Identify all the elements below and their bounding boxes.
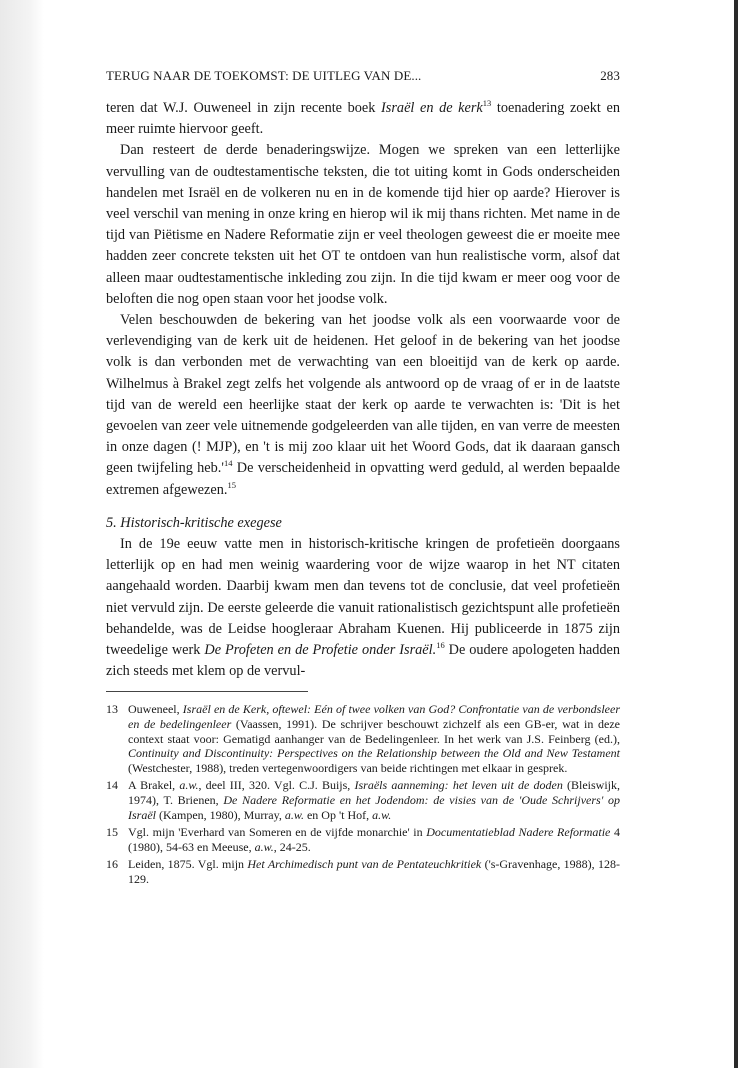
footnote-text: Vgl. mijn 'Everhard van Someren en de vijfde monarchie' in Documentatieblad Nadere Reformatie 4 (1980), 54-63 en Meeuse, a.w., 24-25. <box>128 825 621 854</box>
page-number: 283 <box>600 68 620 83</box>
footnotes <box>106 702 620 886</box>
section-heading: 5. Historisch-kritische exegese <box>106 514 282 531</box>
paragraph-1: teren dat W.J. Ouweneel in zijn recente boek Israël en de kerk$^{13}$ toenadering zoekt en meer ruimte hiervoor geeft. <box>106 98 620 138</box>
footnote-text: A Brakel, a.w., deel III, 320. Vgl. C.J. Buijs, Israëls aanneming: het leven uit de doden (Bleiswijk, 1974), T. Brienen, De Nadere Reformatie en het Jodendom: de visies van de 'Oude Schrijvers' op Israël (Kampen, 1980), Murray, a.w. en Op 't Hof, a.w. <box>128 778 621 822</box>
footnote-number: 13 <box>106 702 118 717</box>
book-title: De Profeten en de Profetie onder Israël. <box>204 642 437 659</box>
footnote-16 <box>106 857 620 886</box>
footnote-number: 16 <box>106 857 118 872</box>
footnote-ref-16: 16 <box>436 640 445 651</box>
paragraph-4: In de 19e eeuw vatte men in historisch-kritische kringen de profetieën doorgaans letterlijk op en had men weinig waardering voor de wijze waarop in het NT citaten aangehaald worden. Daarbij kwam men dan tevens tot de conclusie, dat veel profetieën niet vervuld zijn. De eerste geleerde die vanuit rationalistisch gezichtspunt alle profetieën behandelde, was de Leidse hoogleraar Abraham Kuenen. Hij publiceerde in 1875 zijn tweedelige werk De Profeten en de Profetie onder Israël.$^{16}$ De oudere apologeten hadden zich steeds met klem op de vervul- <box>106 536 621 680</box>
footnote-ref-14: 14 <box>223 458 233 469</box>
footnote-divider <box>106 691 308 692</box>
scan-shadow-left <box>0 0 44 1068</box>
paragraph-3: Velen beschouwden de bekering van het joodse volk als een voorwaarde voor de verlevendiging van de kerk uit de heidenen. Het geloof in de bekering van het joodse volk is dan verbonden met de verwachting van een bloeitijd van de kerk op aarde. Wilhelmus à Brakel zegt zelfs het volgende als antwoord op de vraag of er in de laatste tijd van de wereld een heerlijke staat der kerk op aarde te verwachten is: 'Dit is het gevoelen van zeer vele uitnemende godgeleerden van alle tijden, en van verre de meesten in onze dagen (! MJP), en 't is mij zoo klaar uit het Woord Gods, dat ik daaraan gansch geen twijfeling heb.'$^{14}$ De verscheidenheid in opvatting werd geduld, al werden bepaalde extremen afgewezen.$^{15}$ <box>106 312 620 498</box>
book-page <box>106 68 620 890</box>
footnote-15 <box>106 825 620 854</box>
footnote-ref-13: 13 <box>482 98 492 109</box>
footnote-14 <box>106 778 620 822</box>
book-title: Israël en de kerk <box>381 100 483 116</box>
running-title: TERUG NAAR DE TOEKOMST: DE UITLEG VAN DE... <box>106 68 422 83</box>
footnote-text: Leiden, 1875. Vgl. mijn Het Archimedisch punt van de Pentateuchkritiek ('s-Gravenhage, 1988), 128-129. <box>128 857 620 887</box>
paragraph-2: Dan resteert de derde benaderingswijze. Mogen we spreken van een letterlijke vervulling van de oudtestamentische teksten, die tot uiting komt in Gods onderscheiden handelen met Israël en de volkeren nu en in de komende tijd hier op aarde? Hierover is veel verschil van mening in onze kring en hierop wil ik mij thans richten. Met name in de tijd van Piëtisme en Nadere Reformatie zijn er veel theologen geweest die er moeite mee hadden zeer concrete teksten uit het OT te ontdoen van hun realistische vorm, alsof dat alleen maar oudtestamentische inkleding zou zijn. In die tijd kwam er meer oog voor de beloften die nog open staan voor het joodse volk. <box>106 142 620 307</box>
scan-border-right <box>734 0 738 1068</box>
footnote-ref-15: 15 <box>227 479 236 490</box>
main-text <box>106 98 620 682</box>
footnote-13 <box>106 702 620 775</box>
footnote-text: Ouweneel, Israël en de Kerk, oftewel: Eén of twee volken van God? Confrontatie van de verbondsleer en de bedelingenleer (Vaassen, 1991). De schrijver beschouwt zichzelf als een GB-er, wat in deze context staat voor: Gematigd aanhanger van de Bedelingenleer. In het werk van J.S. Feinberg (ed.), Continuity and Discontinuity: Perspectives on the Relationship between the Old and New Testament (Westchester, 1988), treden vertegenwoordigers van beide richtingen met elkaar in gesprek. <box>128 702 620 775</box>
running-header <box>106 68 620 84</box>
footnote-number: 14 <box>106 778 118 793</box>
footnote-number: 15 <box>106 825 118 840</box>
